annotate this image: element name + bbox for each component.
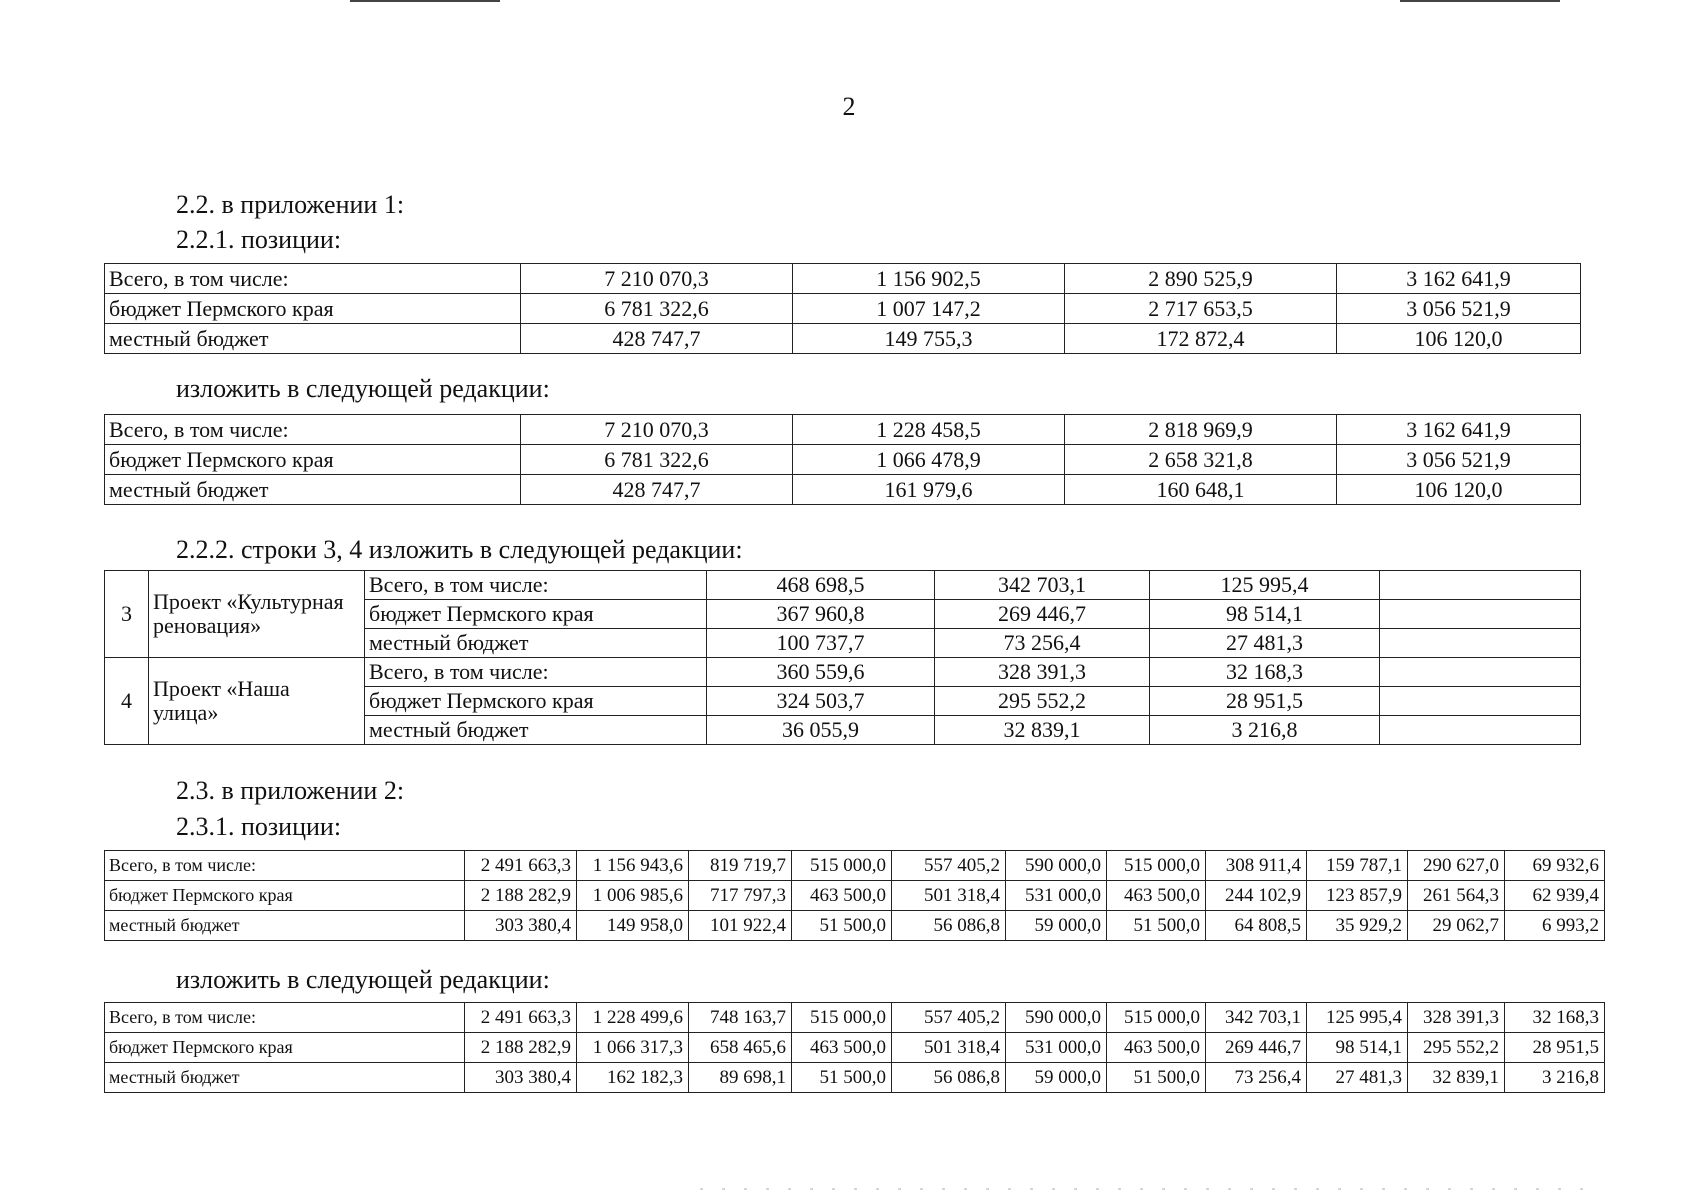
table-2-3-1-new (104, 1002, 1605, 1093)
row-label-cell: Всего, в том числе: (105, 415, 521, 445)
table-row (105, 294, 1581, 324)
value-cell: 2 188 282,9 (465, 881, 577, 911)
value-cell: 28 951,5 (1505, 1033, 1605, 1063)
table-row (105, 1063, 1605, 1093)
value-cell: 161 979,6 (793, 475, 1065, 505)
value-cell: 324 503,7 (707, 687, 935, 716)
value-cell: 2 188 282,9 (465, 1033, 577, 1063)
value-cell: 29 062,7 (1408, 911, 1505, 941)
value-cell: 73 256,4 (935, 629, 1150, 658)
value-cell: 2 717 653,5 (1065, 294, 1337, 324)
value-cell: 125 995,4 (1307, 1003, 1408, 1033)
value-cell: 1 007 147,2 (793, 294, 1065, 324)
table-row (105, 881, 1605, 911)
value-cell: 748 163,7 (689, 1003, 792, 1033)
value-cell: 3 162 641,9 (1337, 415, 1581, 445)
row-label-cell: местный бюджет (105, 324, 521, 354)
value-cell: 1 066 317,3 (577, 1033, 689, 1063)
table-2-2-1-old (104, 263, 1581, 354)
value-cell: 149 755,3 (793, 324, 1065, 354)
table-row (105, 264, 1581, 294)
value-cell: 62 939,4 (1505, 881, 1605, 911)
value-cell: 367 960,8 (707, 600, 935, 629)
value-cell: 295 552,2 (935, 687, 1150, 716)
value-cell: 1 156 943,6 (577, 851, 689, 881)
page-number: 2 (842, 92, 856, 121)
value-cell: 269 446,7 (1206, 1033, 1307, 1063)
value-cell: 35 929,2 (1307, 911, 1408, 941)
value-cell: 2 658 321,8 (1065, 445, 1337, 475)
value-cell: 28 951,5 (1150, 687, 1380, 716)
value-cell: 658 465,6 (689, 1033, 792, 1063)
table-row (105, 571, 1581, 600)
value-cell: 1 228 458,5 (793, 415, 1065, 445)
value-cell (1380, 716, 1581, 745)
row-label-cell: Всего, в том числе: (105, 851, 465, 881)
value-cell: 342 703,1 (935, 571, 1150, 600)
value-cell: 89 698,1 (689, 1063, 792, 1093)
value-cell: 7 210 070,3 (521, 264, 793, 294)
row-label-cell: бюджет Пермского края (365, 600, 707, 629)
value-cell: 162 182,3 (577, 1063, 689, 1093)
value-cell: 123 857,9 (1307, 881, 1408, 911)
row-number-cell: 4 (105, 658, 149, 745)
row-label-cell: местный бюджет (365, 629, 707, 658)
scan-edge-mark-left (350, 0, 500, 2)
value-cell: 27 481,3 (1307, 1063, 1408, 1093)
value-cell: 64 808,5 (1206, 911, 1307, 941)
value-cell: 303 380,4 (465, 1063, 577, 1093)
table-row (105, 911, 1605, 941)
value-cell: 1 006 985,6 (577, 881, 689, 911)
value-cell: 32 168,3 (1150, 658, 1380, 687)
heading-2-2-2: 2.2.2. строки 3, 4 изложить в следующей редакции: (176, 535, 743, 564)
value-cell: 6 781 322,6 (521, 445, 793, 475)
scan-noise (700, 1188, 1600, 1190)
value-cell: 106 120,0 (1337, 475, 1581, 505)
value-cell: 261 564,3 (1408, 881, 1505, 911)
table-row (105, 415, 1581, 445)
value-cell: 3 162 641,9 (1337, 264, 1581, 294)
value-cell: 290 627,0 (1408, 851, 1505, 881)
value-cell: 100 737,7 (707, 629, 935, 658)
value-cell: 51 500,0 (792, 1063, 892, 1093)
value-cell: 32 839,1 (1408, 1063, 1505, 1093)
row-label-cell: местный бюджет (105, 911, 465, 941)
heading-2-3: 2.3. в приложении 2: (176, 776, 405, 805)
project-name-cell: Проект «Культурная реновация» (149, 571, 365, 658)
value-cell: 73 256,4 (1206, 1063, 1307, 1093)
value-cell: 295 552,2 (1408, 1033, 1505, 1063)
table-row (105, 658, 1581, 687)
value-cell: 149 958,0 (577, 911, 689, 941)
table-row (105, 1003, 1605, 1033)
value-cell: 308 911,4 (1206, 851, 1307, 881)
value-cell: 2 491 663,3 (465, 1003, 577, 1033)
value-cell: 463 500,0 (792, 881, 892, 911)
value-cell: 360 559,6 (707, 658, 935, 687)
value-cell: 269 446,7 (935, 600, 1150, 629)
value-cell: 428 747,7 (521, 324, 793, 354)
value-cell: 98 514,1 (1307, 1033, 1408, 1063)
value-cell: 32 839,1 (935, 716, 1150, 745)
value-cell: 3 216,8 (1150, 716, 1380, 745)
value-cell: 819 719,7 (689, 851, 792, 881)
value-cell: 303 380,4 (465, 911, 577, 941)
row-label-cell: местный бюджет (365, 716, 707, 745)
value-cell: 3 056 521,9 (1337, 294, 1581, 324)
row-label-cell: бюджет Пермского края (105, 881, 465, 911)
value-cell: 106 120,0 (1337, 324, 1581, 354)
value-cell: 2 491 663,3 (465, 851, 577, 881)
value-cell: 717 797,3 (689, 881, 792, 911)
value-cell: 1 066 478,9 (793, 445, 1065, 475)
value-cell: 59 000,0 (1006, 911, 1107, 941)
heading-2-2: 2.2. в приложении 1: (176, 190, 405, 219)
value-cell: 32 168,3 (1505, 1003, 1605, 1033)
value-cell: 125 995,4 (1150, 571, 1380, 600)
value-cell: 27 481,3 (1150, 629, 1380, 658)
value-cell: 160 648,1 (1065, 475, 1337, 505)
table-2-2-1-new (104, 414, 1581, 505)
value-cell: 328 391,3 (935, 658, 1150, 687)
value-cell (1380, 629, 1581, 658)
value-cell: 590 000,0 (1006, 1003, 1107, 1033)
value-cell (1380, 571, 1581, 600)
value-cell: 1 156 902,5 (793, 264, 1065, 294)
row-label-cell: местный бюджет (105, 475, 521, 505)
value-cell: 531 000,0 (1006, 881, 1107, 911)
row-label-cell: бюджет Пермского края (105, 294, 521, 324)
value-cell: 1 228 499,6 (577, 1003, 689, 1033)
value-cell: 557 405,2 (892, 1003, 1006, 1033)
row-label-cell: бюджет Пермского края (105, 1033, 465, 1063)
table-row (105, 324, 1581, 354)
row-label-cell: бюджет Пермского края (365, 687, 707, 716)
value-cell: 51 500,0 (1107, 1063, 1206, 1093)
value-cell: 428 747,7 (521, 475, 793, 505)
value-cell: 2 818 969,9 (1065, 415, 1337, 445)
heading-2-3-1-new-edition: изложить в следующей редакции: (176, 965, 550, 994)
value-cell: 515 000,0 (1107, 851, 1206, 881)
value-cell: 59 000,0 (1006, 1063, 1107, 1093)
table-row (105, 445, 1581, 475)
row-number-cell: 3 (105, 571, 149, 658)
value-cell: 515 000,0 (792, 1003, 892, 1033)
heading-2-2-1-new-edition: изложить в следующей редакции: (176, 374, 550, 403)
value-cell: 56 086,8 (892, 1063, 1006, 1093)
heading-2-3-1: 2.3.1. позиции: (176, 812, 342, 841)
project-name-cell: Проект «Наша улица» (149, 658, 365, 745)
value-cell: 468 698,5 (707, 571, 935, 600)
value-cell: 7 210 070,3 (521, 415, 793, 445)
value-cell: 36 055,9 (707, 716, 935, 745)
value-cell: 244 102,9 (1206, 881, 1307, 911)
value-cell (1380, 658, 1581, 687)
value-cell (1380, 687, 1581, 716)
value-cell: 6 993,2 (1505, 911, 1605, 941)
table-2-2-2 (104, 570, 1581, 745)
value-cell: 463 500,0 (1107, 881, 1206, 911)
value-cell: 463 500,0 (1107, 1033, 1206, 1063)
value-cell: 101 922,4 (689, 911, 792, 941)
value-cell: 515 000,0 (1107, 1003, 1206, 1033)
value-cell: 6 781 322,6 (521, 294, 793, 324)
value-cell: 557 405,2 (892, 851, 1006, 881)
value-cell: 342 703,1 (1206, 1003, 1307, 1033)
value-cell: 172 872,4 (1065, 324, 1337, 354)
value-cell: 2 890 525,9 (1065, 264, 1337, 294)
value-cell: 3 216,8 (1505, 1063, 1605, 1093)
row-label-cell: бюджет Пермского края (105, 445, 521, 475)
value-cell: 56 086,8 (892, 911, 1006, 941)
value-cell (1380, 600, 1581, 629)
value-cell: 501 318,4 (892, 881, 1006, 911)
value-cell: 159 787,1 (1307, 851, 1408, 881)
table-row (105, 1033, 1605, 1063)
row-label-cell: Всего, в том числе: (365, 571, 707, 600)
value-cell: 531 000,0 (1006, 1033, 1107, 1063)
value-cell: 98 514,1 (1150, 600, 1380, 629)
heading-2-2-1: 2.2.1. позиции: (176, 225, 342, 254)
value-cell: 51 500,0 (1107, 911, 1206, 941)
value-cell: 501 318,4 (892, 1033, 1006, 1063)
value-cell: 69 932,6 (1505, 851, 1605, 881)
value-cell: 515 000,0 (792, 851, 892, 881)
value-cell: 463 500,0 (792, 1033, 892, 1063)
table-row (105, 475, 1581, 505)
row-label-cell: местный бюджет (105, 1063, 465, 1093)
table-2-3-1-old (104, 850, 1605, 941)
scan-edge-mark-right (1400, 0, 1560, 2)
value-cell: 590 000,0 (1006, 851, 1107, 881)
row-label-cell: Всего, в том числе: (105, 264, 521, 294)
row-label-cell: Всего, в том числе: (365, 658, 707, 687)
value-cell: 3 056 521,9 (1337, 445, 1581, 475)
value-cell: 51 500,0 (792, 911, 892, 941)
table-row (105, 851, 1605, 881)
row-label-cell: Всего, в том числе: (105, 1003, 465, 1033)
value-cell: 328 391,3 (1408, 1003, 1505, 1033)
